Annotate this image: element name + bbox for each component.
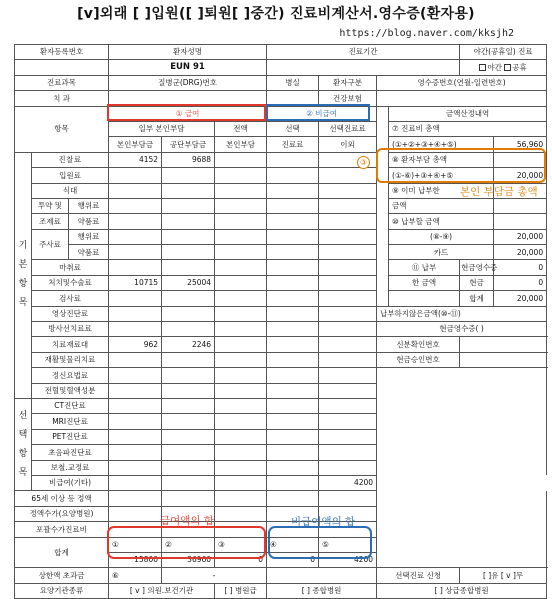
calc-7-value: 56,960 xyxy=(494,137,547,152)
item-label: 약품료 xyxy=(69,245,109,260)
item-label: 방사선치료료 xyxy=(32,322,109,337)
id-no-label: 신분확인번호 xyxy=(377,337,460,352)
paid-sum-label: 합계 xyxy=(460,291,494,306)
cap-label: 상한액 초과금 xyxy=(15,568,109,583)
item-label: 약품료 xyxy=(69,214,109,229)
nonbenefit-sum-annotation: 비급여액의 합 xyxy=(291,516,356,528)
cash-receipt-label: 현금영수증 xyxy=(460,260,494,275)
item-sel-other: 4200 xyxy=(319,475,377,490)
blog-url: https://blog.naver.com/kksjh2 xyxy=(339,28,514,39)
calc-10-formula: (⑧-⑨) xyxy=(389,229,494,244)
calc-9-label: ⑨ 이미 납부한 xyxy=(389,183,494,198)
calc-10-label: ⑩ 납부할 금액 xyxy=(389,214,494,229)
total-value-3: 0 xyxy=(215,552,267,567)
item-label: 영상진단료 xyxy=(32,306,109,321)
total-value-4: 0 xyxy=(267,552,319,567)
basic-items-label: 기본항목 xyxy=(15,152,32,398)
total-label: 합계 xyxy=(15,537,109,568)
calc-7-formula: (①+②+③+④+⑤) xyxy=(389,137,494,152)
inst-option-hospital: [ ] 병원급 xyxy=(215,583,267,598)
card-value: 20,000 xyxy=(494,245,547,260)
total-mark-4: ④ xyxy=(267,537,319,552)
item-group-label: 주사료 xyxy=(32,229,69,260)
package-label: 포괄수가진료비 xyxy=(15,522,109,537)
item-label: 진찰료 xyxy=(32,152,109,167)
cash-receipt-row: 현금영수증( ) xyxy=(377,322,547,337)
copay-patient-header: 본인부담금 xyxy=(109,137,162,152)
ptype-label: 환자구분 xyxy=(319,75,377,90)
calc-10-value: 20,000 xyxy=(494,229,547,244)
cash-receipt-value: 0 xyxy=(494,260,547,275)
approve-no-label: 현금승인번호 xyxy=(377,352,460,367)
paid-sum-value: 20,000 xyxy=(494,291,547,306)
sel-other-header: 선택진료료 xyxy=(319,121,377,136)
item-label: CT진단료 xyxy=(32,398,109,413)
item-label: 보철.교정료 xyxy=(32,460,109,475)
calc-9-formula: 금액 xyxy=(389,198,494,213)
sel-apply-options: [ ]유 [ v ]무 xyxy=(460,568,547,583)
total-value-1: 15800 xyxy=(109,552,162,567)
cash-label: 현금 xyxy=(460,275,494,290)
holiday-checkbox[interactable] xyxy=(504,64,511,71)
full-header: 전액 xyxy=(215,121,267,136)
item-header: 항목 xyxy=(15,106,109,152)
selective-sub-header: 진료료 xyxy=(267,137,319,152)
copay-insurer-header: 공단부담금 xyxy=(162,137,215,152)
patient-total-annotation: 본인 부담금 총액 xyxy=(460,186,538,198)
period-label: 진료기간 xyxy=(267,45,460,60)
select-items-label: 선택항목 xyxy=(15,398,32,490)
item-label: 행위료 xyxy=(69,198,109,213)
total-value-5: 4200 xyxy=(319,552,377,567)
total-mark-3: ③ xyxy=(215,537,267,552)
calc-8-label: ⑧ 환자부담 총액 xyxy=(389,152,494,167)
calc-7-label: ⑦ 진료비 총액 xyxy=(389,121,547,136)
item-label: 처치및수술료 xyxy=(32,275,109,290)
selective-header: 선택 xyxy=(267,121,319,136)
inst-option-general: [ ] 종합병원 xyxy=(267,583,377,598)
benefit-header: ① 급여 xyxy=(109,106,267,121)
total-mark-1: ① xyxy=(109,537,162,552)
item-label: 식대 xyxy=(32,183,109,198)
mark-3-badge: ③ xyxy=(357,156,370,169)
name-label: 환자성명 xyxy=(109,45,267,60)
cap-value: - xyxy=(162,568,267,583)
calc-8-value: 20,000 xyxy=(494,168,547,183)
item-label: 초음파진단료 xyxy=(32,445,109,460)
full-sub-header: 본인부담 xyxy=(215,137,267,152)
receipt-table xyxy=(14,44,547,599)
total-mark-2: ② xyxy=(162,537,215,552)
item-copay-insurer: 9688 xyxy=(162,152,215,167)
insurance-value: 건강보험 xyxy=(319,91,377,106)
fixed-label: 정액수가(요양병원) xyxy=(15,506,109,521)
sel-other-sub-header: 이외 xyxy=(319,137,377,152)
item-label: 정신요법료 xyxy=(32,368,109,383)
dental-label: 치 과 xyxy=(15,91,109,106)
item-copay-patient: 962 xyxy=(109,337,162,352)
night-label: 야간(공휴일) 진료 xyxy=(460,45,547,60)
dept-label: 진료과목 xyxy=(15,75,109,90)
night-options: 야간 공휴 xyxy=(460,60,547,75)
item-group-label: 조제료 xyxy=(32,214,69,229)
cash-value: 0 xyxy=(494,275,547,290)
item-label: 재활및물리치료 xyxy=(32,352,109,367)
senior-label: 65세 이상 등 정액 xyxy=(15,491,109,506)
receipt-no-label: 영수증번호(연월-일련번호) xyxy=(377,75,547,90)
benefit-sum-annotation: 급여액의 합 xyxy=(160,515,215,527)
night-checkbox[interactable] xyxy=(479,64,486,71)
copay-header: 일부 본인부담 xyxy=(109,121,215,136)
inst-type-label: 요양기관종류 xyxy=(15,583,109,598)
item-copay-insurer: 2246 xyxy=(162,337,215,352)
item-label: MRI진단료 xyxy=(32,414,109,429)
room-label: 병실 xyxy=(267,75,319,90)
calc-11-label: ⑪ 납부 xyxy=(389,260,460,275)
inst-option-clinic: [ v ] 의원.보건기관 xyxy=(109,583,215,598)
calc-8-formula: (①-⑥)+③+④+⑤ xyxy=(389,168,494,183)
card-label: 카드 xyxy=(389,245,494,260)
sel-apply-label: 선택진료 신청 xyxy=(377,568,460,583)
total-value-2: 36960 xyxy=(162,552,215,567)
item-copay-patient: 4152 xyxy=(109,152,162,167)
item-group-label: 투약 및 xyxy=(32,198,69,213)
unpaid-label: 납부하지않은금액(⑩-⑪) xyxy=(377,306,547,321)
item-copay-patient: 10715 xyxy=(109,275,162,290)
item-label: 입원료 xyxy=(32,168,109,183)
cap-mark: ⑥ xyxy=(109,568,162,583)
item-label: 행위료 xyxy=(69,229,109,244)
calc-11-formula: 한 금액 xyxy=(389,275,460,290)
item-label: 검사료 xyxy=(32,291,109,306)
item-label: PET진단료 xyxy=(32,429,109,444)
page-title: [v]외래 [ ]입원([ ]퇴원[ ]중간) 진료비계산서.영수증(환자용) xyxy=(77,6,475,22)
item-label: 비급여(기타) xyxy=(32,475,109,490)
item-copay-insurer: 25004 xyxy=(162,275,215,290)
nonbenefit-header: ② 비급여 xyxy=(267,106,377,121)
reg-no-label: 환자등록번호 xyxy=(15,45,109,60)
item-label: 전혈및혈액성분 xyxy=(32,383,109,398)
total-mark-5: ⑤ xyxy=(319,537,377,552)
calc-header: 금액산정내역 xyxy=(389,106,547,121)
patient-name: EUN 91 xyxy=(109,60,267,75)
inst-option-tertiary: [ ] 상급종합병원 xyxy=(377,583,547,598)
item-label: 마취료 xyxy=(32,260,109,275)
drg-label: 질병군(DRG)번호 xyxy=(109,75,267,90)
item-label: 치료재료대 xyxy=(32,337,109,352)
